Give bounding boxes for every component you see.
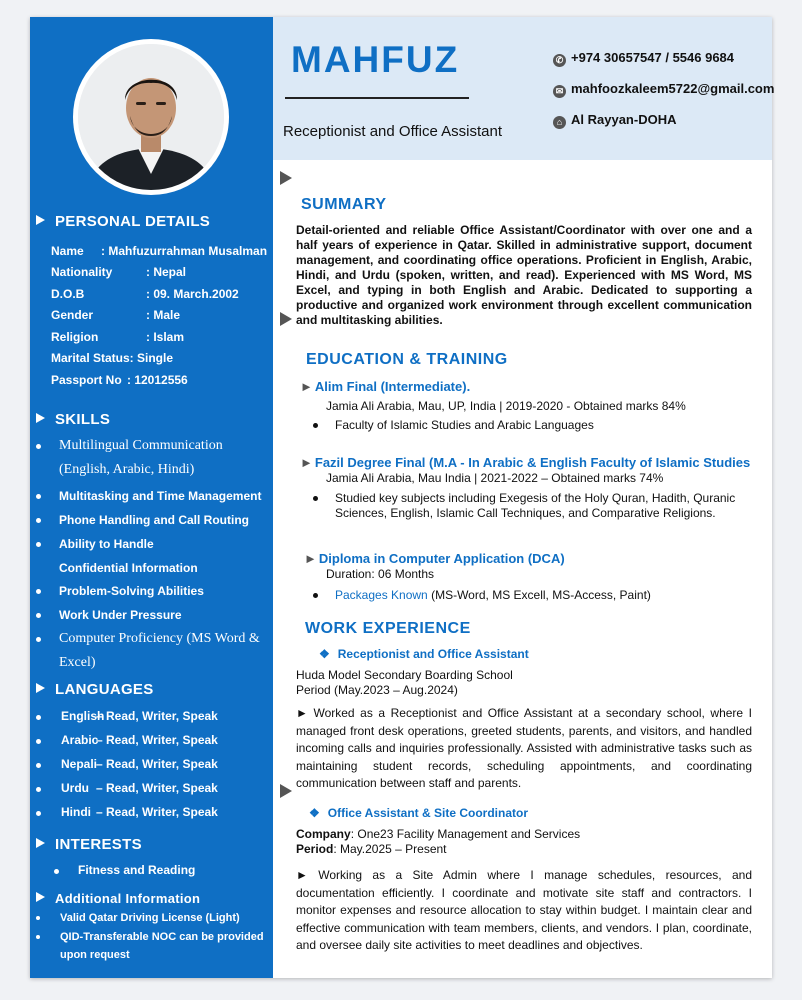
job-title: ❖ Office Assistant & Site Coordinator (309, 806, 529, 820)
page-title: MAHFUZ (291, 39, 460, 80)
education-detail: Duration: 06 Months (326, 567, 435, 581)
job-period: Period (May.2023 – Aug.2024) (296, 683, 458, 697)
detail-row-gender: Gender : Male (51, 308, 181, 322)
phone-icon: ✆ (553, 54, 566, 67)
job-company: Company: One23 Facility Management and Services (296, 827, 581, 841)
arrow-right-icon: ► (296, 868, 319, 882)
contact-email: ✉ mahfoozkaleem5722@gmail.com (553, 81, 774, 98)
main-content: SUMMARY Detail-oriented and reliable Office Assistant/Coordinator with over one and a half years of experience in Qatar. Skilled in administrative support, document management, and coordinating office operations. Proficient in English, Arabic, Hindi, and Urdu (spoken, written, and read). Experienced with MS Word, MS Excel, and typing in both English and Arabic. Dedicated to supporting a productive and organized work environment through excellent communication and multitasking abilities. EDUCATION & TRAINING ► Alim Final (Intermediate). Jamia Ali Arabia, Mau, UP, India | 2019-2020 - Obtained marks 84% Faculty of Islamic Studies and Arabic Languages ► Fazil Degree Final (M.A - In Arabic & English Faculty of Islamic Studies Jamia Ali Arabia, Mau India | 2021-2022 – Obtained marks 74% Studied key subjects including Exegesis of the Holy Quran, Hadith, Quranic Sciences, English, Islamic Call Techniques, and Comparative Religions. ► Diploma in Computer Application (DCA) Duration: 06 Months Packages Known (MS-Word, MS Excell, MS-Access, Paint) WORK EXPERIENCE ❖ Receptionist and Office Assistant Huda Model Secondary Boarding School Period (May.2023 – Aug.2024) ► Worked as a Receptionist and Office Assistant at a secondary school, where I managed front desk operations, greeted students, parents, and visitors, and handled incoming calls and inquiries professionally. Assisted with administrative tasks such as maintaining student records, scheduling appointments, and coordinating communication between staff and parents. ❖ Office Assistant & Site Coordinator Company: One23 Facility Management and Services Period: May.2025 – Present ► Working as a Site Admin where I manage schedules, resources, and documentation efficiently. I coordinate and motivate site staff and contractors. I monitor expenses and resource allocation to stay within budget. I maintain clear and effective communication with team members, clients, and vendors. I plan, coordinate, and oversee daily site activities to meet deadlines and objectives. (273, 160, 772, 978)
resume-page (30, 17, 775, 978)
resume-header (273, 17, 775, 160)
detail-row-marital-status: Marital Status: Single (51, 351, 174, 365)
job-description: ► Working as a Site Admin where I manage schedules, resources, and documentation efficiently. I coordinate and motivate site staff and contractors. I monitor expenses and resource allocation to stay within budget. I maintain clear and effective communication with team members, clients, and vendors. I plan, coordinate, and oversee daily site activities to meet deadlines and objectives. (296, 868, 752, 952)
summary-text: Detail-oriented and reliable Office Assistant/Coordinator with over one and a half years of experience in Qatar. Skilled in administrative support, document management, and coordinating office operations. Proficient in English, Arabic, Hindi, and Urdu (spoken, written, and read). Experienced with MS Word, MS Excel, and typing in both English and Arabic. Dedicated to supporting a productive and organized work environment through excellent communication and multitasking abilities. (296, 223, 752, 327)
arrow-right-icon (36, 413, 45, 423)
list-item: Multilingual Communication (English, Arabic, Hindi) (36, 434, 268, 482)
education-detail: Jamia Ali Arabia, Mau, UP, India | 2019-2020 - Obtained marks 84% (326, 399, 686, 413)
detail-row-nationality: Nationality : Nepal (51, 265, 187, 279)
diamond-bullet-icon: ❖ (309, 806, 320, 820)
detail-row-dob: D.O.B : 09. March.2002 (51, 287, 239, 301)
arrow-right-icon (280, 171, 292, 185)
person-silhouette-icon (78, 44, 224, 190)
list-item: Ability to Handle Confidential Information (36, 532, 268, 580)
job-title: ❖ Receptionist and Office Assistant (319, 647, 529, 661)
summary-heading: SUMMARY (301, 196, 387, 213)
arrow-right-icon: ► (300, 455, 313, 470)
work-heading: WORK EXPERIENCE (305, 620, 471, 637)
education-heading: EDUCATION & TRAINING (306, 351, 508, 368)
job-employer: Huda Model Secondary Boarding School (296, 668, 513, 682)
skills-heading: SKILLS (36, 411, 110, 428)
divider (285, 97, 469, 99)
education-detail: Jamia Ali Arabia, Mau India | 2021-2022 – Obtained marks 74% (326, 471, 664, 485)
arrow-right-icon (36, 892, 45, 902)
job-period: Period: May.2025 – Present (296, 842, 447, 856)
arrow-right-icon: ► (296, 706, 314, 720)
arrow-right-icon (280, 784, 292, 798)
languages-heading: LANGUAGES (36, 681, 154, 698)
avatar (78, 44, 224, 190)
education-title: ► Diploma in Computer Application (DCA) (304, 551, 565, 566)
detail-row-name: Name : Mahfuzurrahman Musalman (51, 244, 268, 258)
job-description: ► Worked as a Receptionist and Office Assistant at a secondary school, where I managed front desk operations, greeted students, parents, and visitors, and handled incoming calls and inquiries professionally. Assisted with administrative tasks such as maintaining student records, scheduling appointments, and coordinating communication between staff and parents. (296, 706, 752, 790)
location-icon: ⌂ (553, 116, 566, 129)
additional-info-heading: Additional Information (36, 891, 200, 906)
detail-row-religion: Religion : Islam (51, 330, 185, 344)
arrow-right-icon: ► (304, 551, 317, 566)
list-item: Computer Proficiency (MS Word & Excel) (36, 627, 268, 675)
education-title: ► Alim Final (Intermediate). (300, 379, 471, 394)
contact-phone: ✆ +974 30657547 / 5546 9684 (553, 50, 734, 67)
contact-location: ⌂ Al Rayyan-DOHA (553, 112, 676, 129)
arrow-right-icon (36, 215, 45, 225)
arrow-right-icon (36, 683, 45, 693)
detail-row-passport: Passport No : 12012556 (51, 373, 188, 387)
interests-heading: INTERESTS (36, 836, 142, 853)
arrow-right-icon (36, 838, 45, 848)
diamond-bullet-icon: ❖ (319, 647, 330, 661)
arrow-right-icon: ► (300, 379, 313, 394)
job-title: Receptionist and Office Assistant (283, 123, 503, 140)
email-icon: ✉ (553, 85, 566, 98)
education-title: ► Fazil Degree Final (M.A - In Arabic & English Faculty of Islamic Studies (300, 455, 751, 470)
personal-details-heading: PERSONAL DETAILS (36, 213, 210, 230)
profile-photo (73, 39, 229, 195)
arrow-right-icon (280, 312, 292, 326)
sidebar: PERSONAL DETAILS Name : Mahfuzurrahman Musalman Nationality : Nepal D.O.B : 09. March.2002 Gender : Male Religion : Islam Marital Status: Single Passport No : 12012556 SKILLS Multilingual Communication (English, Arabic, Hindi) Multitasking and Time Management Phone Handling and Call Routing Ability to Handle Confidential Information Problem-Solving Abilities Work Under Pressure Computer Proficiency (MS Word & Excel) LANGUAGES English – Read, Writer, Speak Arabic – Read, Writer, Speak Nepali – Read, Writer, Speak Urdu – Read, Writer, Speak Hindi – Read, Writer, Speak INTERESTS Fitness and Reading Additional Information Valid Qatar Driving License (Light) QID-Transferable NOC can be provided upon request (30, 17, 273, 978)
